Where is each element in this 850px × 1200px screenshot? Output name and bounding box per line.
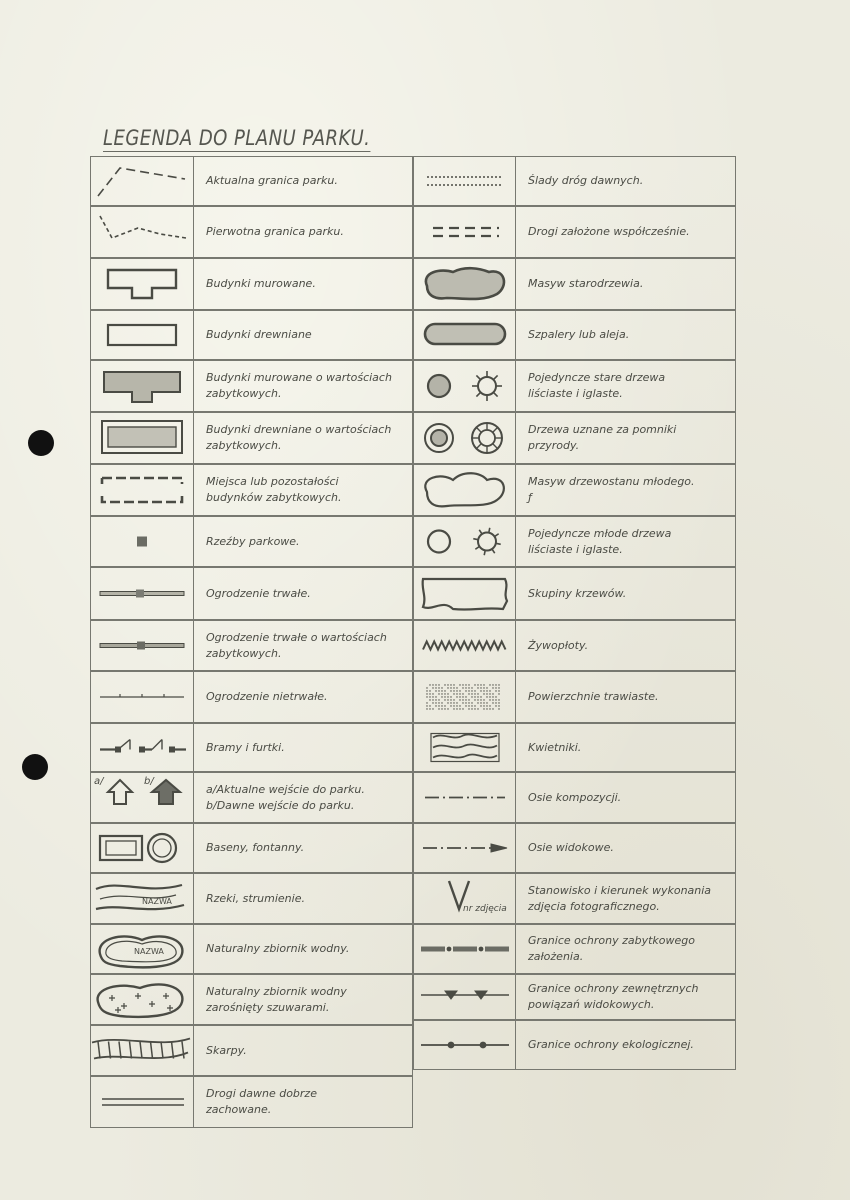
composition-axis-icon [413, 772, 516, 823]
legend-label: Żywopłoty. [528, 638, 589, 652]
legend-label: Budynki murowane. [206, 277, 316, 290]
legend-label: Rzeźby parkowe. [206, 534, 300, 548]
hedge-icon [413, 620, 516, 671]
historic-brick-building-icon [90, 360, 194, 412]
legend-label: Osie widokowe. [528, 841, 614, 854]
legend-label: Drogi założone współcześnie. [528, 225, 690, 238]
heritage-protection-boundary-icon [413, 924, 516, 974]
young-tree-mass-icon [413, 464, 516, 516]
legend-label: Naturalny zbiornik wodny zarośnięty szuwarami. [206, 984, 347, 1014]
icon-caption: nr zdjęcia [463, 904, 507, 914]
legend-label: a/Aktualne wejście do parku. b/Dawne wejście do parku. [206, 782, 365, 812]
single-old-trees-icon [413, 360, 516, 412]
current-park-boundary-icon [90, 156, 194, 206]
legend-label: Naturalny zbiornik wodny. [206, 942, 350, 955]
legend-label: Skarpy. [206, 1043, 247, 1057]
view-axis-icon [413, 823, 516, 873]
legend-label: Pojedyncze młode drzewa liściaste i iglaste. [528, 526, 672, 556]
legend-label: Szpalery lub aleja. [528, 328, 630, 341]
punch-hole [22, 754, 48, 780]
old-tree-mass-icon [413, 258, 516, 310]
photo-station-icon [413, 873, 516, 924]
reed-pond-icon [90, 974, 194, 1025]
gate-icon [90, 723, 194, 772]
legend-label: Drogi dawne dobrze zachowane. [206, 1087, 317, 1116]
punch-hole [28, 430, 54, 456]
historic-fence-icon [90, 620, 194, 671]
legend-label: Rzeki, strumienie. [206, 891, 305, 905]
legend-label: Pojedyncze stare drzewa liściaste i iglaste. [528, 371, 666, 400]
tree-alley-icon [413, 310, 516, 360]
legend-label: Kwietniki. [528, 740, 582, 754]
original-park-boundary-icon [90, 206, 194, 258]
shrub-group-icon [413, 567, 516, 620]
historic-wooden-building-icon [90, 412, 194, 464]
legend-label: Budynki murowane o wartościach zabytkowych. [206, 371, 392, 400]
wooden-building-icon [90, 310, 194, 360]
lawn-icon [413, 671, 516, 723]
legend-label: Drzewa uznane za pomniki przyrody. [528, 423, 677, 452]
external-view-protection-icon [413, 974, 516, 1020]
building-remains-icon [90, 464, 194, 516]
natural-monument-tree-icon [413, 412, 516, 464]
legend-label: Budynki drewniane [206, 328, 312, 341]
legend-label: Powierzchnie trawiaste. [528, 690, 659, 703]
modern-road-icon [413, 206, 516, 258]
legend-label: Granice ochrony zewnętrznych powiązań widokowych. [528, 982, 699, 1011]
icon-caption: NAZWA [142, 897, 172, 906]
legend-label: Granice ochrony ekologicznej. [528, 1038, 694, 1051]
old-road-icon [90, 1076, 194, 1128]
legend-label: Skupiny krzewów. [528, 586, 627, 600]
legend-label: Ogrodzenie trwałe o wartościach zabytkowych. [206, 630, 387, 660]
icon-caption: NAZWA [134, 947, 164, 956]
escarpment-icon [90, 1025, 194, 1076]
river-icon [90, 873, 194, 924]
legend-label: Baseny, fontanny. [206, 841, 305, 854]
legend-label: Ogrodzenie trwałe. [206, 586, 311, 600]
legend-label: Masyw drzewostanu młodego. ƒ [528, 475, 695, 504]
permanent-fence-icon [90, 567, 194, 620]
sculpture-icon [90, 516, 194, 567]
legend-label: Bramy i furtki. [206, 740, 285, 754]
brick-building-icon [90, 258, 194, 310]
pool-fountain-icon [90, 823, 194, 873]
legend-label: Ślady dróg dawnych. [528, 174, 644, 187]
icon-caption: b/ [144, 776, 154, 787]
single-young-trees-icon [413, 516, 516, 567]
page-title: LEGENDA DO PLANU PARKU. [103, 126, 371, 150]
pond-icon [90, 924, 194, 974]
ecological-protection-icon [413, 1020, 516, 1070]
icon-caption: a/ [94, 776, 104, 787]
legend-label: Granice ochrony zabytkowego założenia. [528, 934, 696, 963]
legend-label: Osie kompozycji. [528, 790, 622, 804]
temporary-fence-icon [90, 671, 194, 723]
legend-label: Budynki drewniane o wartościach zabytkowych. [206, 423, 392, 452]
legend-label: Stanowisko i kierunek wykonania zdjęcia fotograficznego. [528, 883, 712, 913]
flowerbed-icon [413, 723, 516, 772]
legend-label: Miejsca lub pozostałości budynków zabytkowych. [206, 475, 342, 504]
legend-label: Aktualna granica parku. [206, 174, 338, 187]
old-road-traces-icon [413, 156, 516, 206]
legend-label: Ogrodzenie nietrwałe. [206, 690, 328, 703]
park-entrance-icon [90, 772, 194, 823]
legend-label: Masyw starodrzewia. [528, 277, 644, 290]
legend-label: Pierwotna granica parku. [206, 225, 344, 238]
